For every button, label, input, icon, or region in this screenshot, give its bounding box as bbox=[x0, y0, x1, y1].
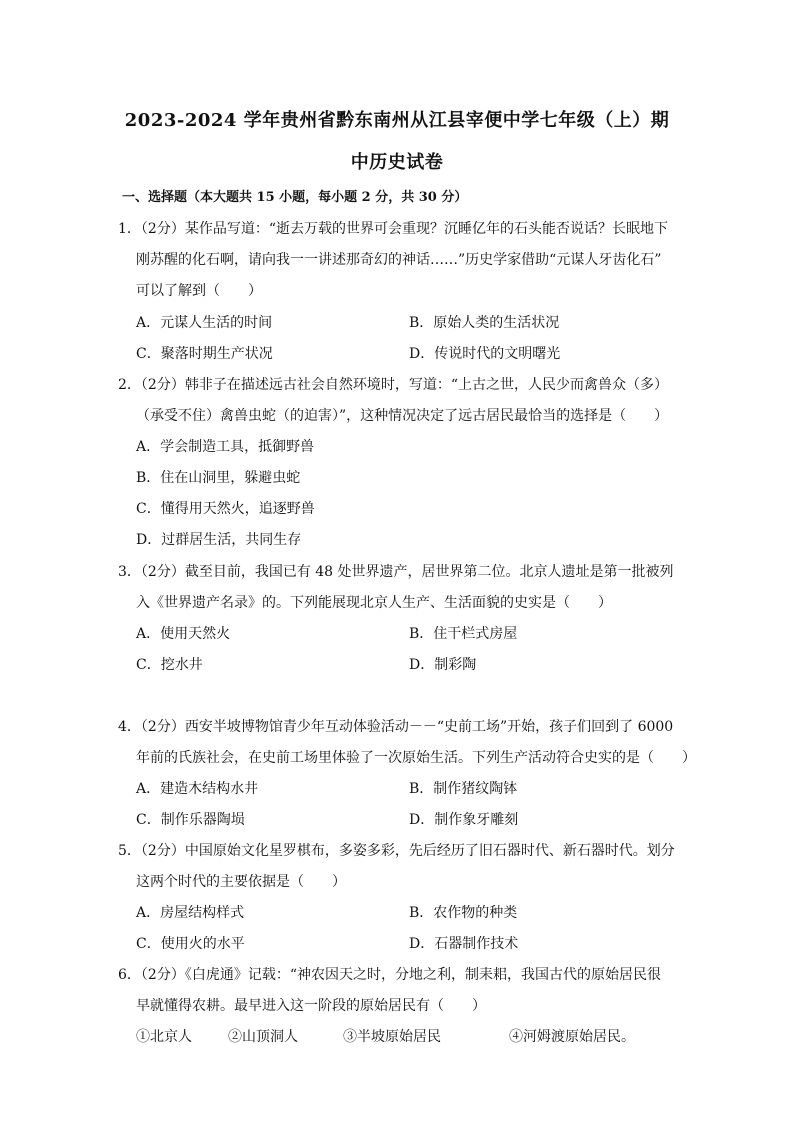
q5-stem-line-2: 这两个时代的主要依据是（ ） bbox=[136, 874, 346, 890]
q2-stem-line-2: （承受不住）禽兽虫蛇（的迫害）”，这种情况决定了远古居民最恰当的选择是（ ） bbox=[136, 408, 669, 424]
q1-option-b[interactable]: B．原始人类的生活状况 bbox=[409, 315, 560, 331]
q4-option-c[interactable]: C．制作乐器陶埙 bbox=[136, 812, 245, 828]
q2-stem-line-1: 2．（2分）韩非子在描述远古社会自然环境时，写道：“上古之世，人民少而禽兽众（多） bbox=[118, 377, 668, 393]
q6-item-2: ②山顶洞人 bbox=[228, 1029, 298, 1045]
q5-option-c[interactable]: C．使用火的水平 bbox=[136, 936, 245, 952]
q6-item-3: ③半坡原始居民 bbox=[343, 1029, 441, 1045]
q5-stem-line-1: 5．（2分）中国原始文化星罗棋布，多姿多彩，先后经历了旧石器时代、新石器时代。划分 bbox=[118, 843, 675, 859]
q6-stem-line-1: 6．（2分）《白虎通》记载：“神农因天之时，分地之利，制耒耜，我国古代的原始居民很 bbox=[118, 967, 661, 983]
q1-stem-line-1: 1．（2分）某作品写道：“逝去万载的世界可会重现？沉睡亿年的石头能否说话？长眠地下 bbox=[118, 221, 668, 237]
q1-stem-line-2: 刚苏醒的化石啊，请向我一一讲述那奇幻的神话……”历史学家借助“元谋人牙齿化石” bbox=[136, 252, 662, 268]
q2-option-b[interactable]: B．住在山洞里，躲避虫蛇 bbox=[136, 470, 301, 486]
q2-option-c[interactable]: C．懂得用天然火，追逐野兽 bbox=[136, 501, 315, 517]
q4-stem-line-1: 4．（2分）西安半坡博物馆青少年互动体验活动－－“史前工场”开始，孩子们回到了 6000 bbox=[118, 719, 674, 735]
section-heading: 一、选择题（本大题共 15 小题，每小题 2 分，共 30 分） bbox=[122, 190, 468, 205]
q4-option-a[interactable]: A．建造木结构水井 bbox=[136, 781, 259, 797]
q6-stem-line-2: 早就懂得农耕。最早进入这一阶段的原始居民有（ ） bbox=[136, 998, 486, 1014]
q3-option-d[interactable]: D．制彩陶 bbox=[409, 657, 477, 673]
q3-option-c[interactable]: C．挖水井 bbox=[136, 657, 203, 673]
q5-option-a[interactable]: A．房屋结构样式 bbox=[136, 905, 245, 921]
exam-title-line-1: 2023-2024 学年贵州省黔东南州从江县宰便中学七年级（上）期 bbox=[124, 110, 670, 131]
q1-option-d[interactable]: D．传说时代的文明曙光 bbox=[409, 346, 561, 362]
q4-option-d[interactable]: D．制作象牙雕刻 bbox=[409, 812, 519, 828]
exam-title-line-2: 中历史试卷 bbox=[350, 152, 444, 173]
q3-option-b[interactable]: B．住干栏式房屋 bbox=[409, 626, 518, 642]
q5-option-d[interactable]: D．石器制作技术 bbox=[409, 936, 519, 952]
q1-option-c[interactable]: C．聚落时期生产状况 bbox=[136, 346, 273, 362]
q3-stem-line-2: 入《世界遗产名录》的。下列能展现北京人生产、生活面貌的史实是（ ） bbox=[136, 595, 612, 611]
q1-stem-line-3: 可以了解到（ ） bbox=[136, 283, 262, 299]
q2-option-d[interactable]: D．过群居生活，共同生存 bbox=[136, 532, 302, 548]
q4-option-b[interactable]: B．制作猪纹陶钵 bbox=[409, 781, 518, 797]
q1-option-a[interactable]: A．元谋人生活的时间 bbox=[136, 315, 273, 331]
q6-item-4: ④河姆渡原始居民。 bbox=[509, 1029, 635, 1045]
q3-stem-line-1: 3．（2分）截至目前，我国已有 48 处世界遗产，居世界第二位。北京人遗址是第一批被列 bbox=[118, 564, 674, 580]
q3-option-a[interactable]: A．使用天然火 bbox=[136, 626, 231, 642]
q2-option-a[interactable]: A．学会制造工具，抵御野兽 bbox=[136, 439, 315, 455]
q4-stem-line-2: 年前的氏族社会，在史前工场里体验了一次原始生活。下列生产活动符合史实的是（ ） bbox=[136, 750, 696, 766]
q6-item-1: ①北京人 bbox=[136, 1029, 192, 1045]
q5-option-b[interactable]: B．农作物的种类 bbox=[409, 905, 518, 921]
